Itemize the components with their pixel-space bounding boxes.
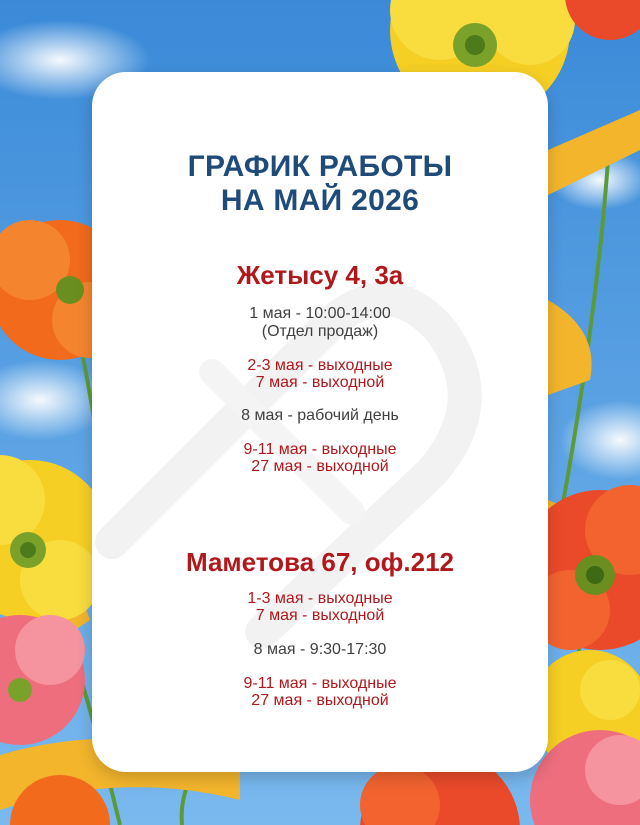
schedule-line: 7 мая - выходной — [255, 374, 385, 391]
schedule-line: 1 мая - 10:00-14:00 — [249, 305, 391, 322]
page-title — [92, 150, 548, 218]
schedule-line: 9-11 мая - выходные — [243, 675, 397, 692]
schedule-line: 27 мая - выходной — [251, 458, 389, 475]
schedule-card — [92, 72, 548, 772]
location-2-name: Маметова 67, оф.212 — [186, 547, 454, 577]
schedule-line: 2-3 мая - выходные — [247, 357, 393, 374]
schedule-line: 7 мая - выходной — [255, 607, 385, 624]
schedule-line: 27 мая - выходной — [251, 692, 389, 709]
location-1-name: Жетысу 4, 3а — [236, 260, 404, 290]
schedule-line: 1-3 мая - выходные — [247, 590, 393, 607]
title-line-1: ГРАФИК РАБОТЫ — [187, 150, 453, 183]
schedule-line: (Отдел продаж) — [261, 323, 379, 340]
schedule-line: 8 мая - 9:30-17:30 — [253, 641, 387, 658]
schedule-line: 9-11 мая - выходные — [243, 441, 397, 458]
schedule-line: 8 мая - рабочий день — [241, 407, 399, 424]
title-line-2: НА МАЙ 2026 — [220, 184, 420, 217]
